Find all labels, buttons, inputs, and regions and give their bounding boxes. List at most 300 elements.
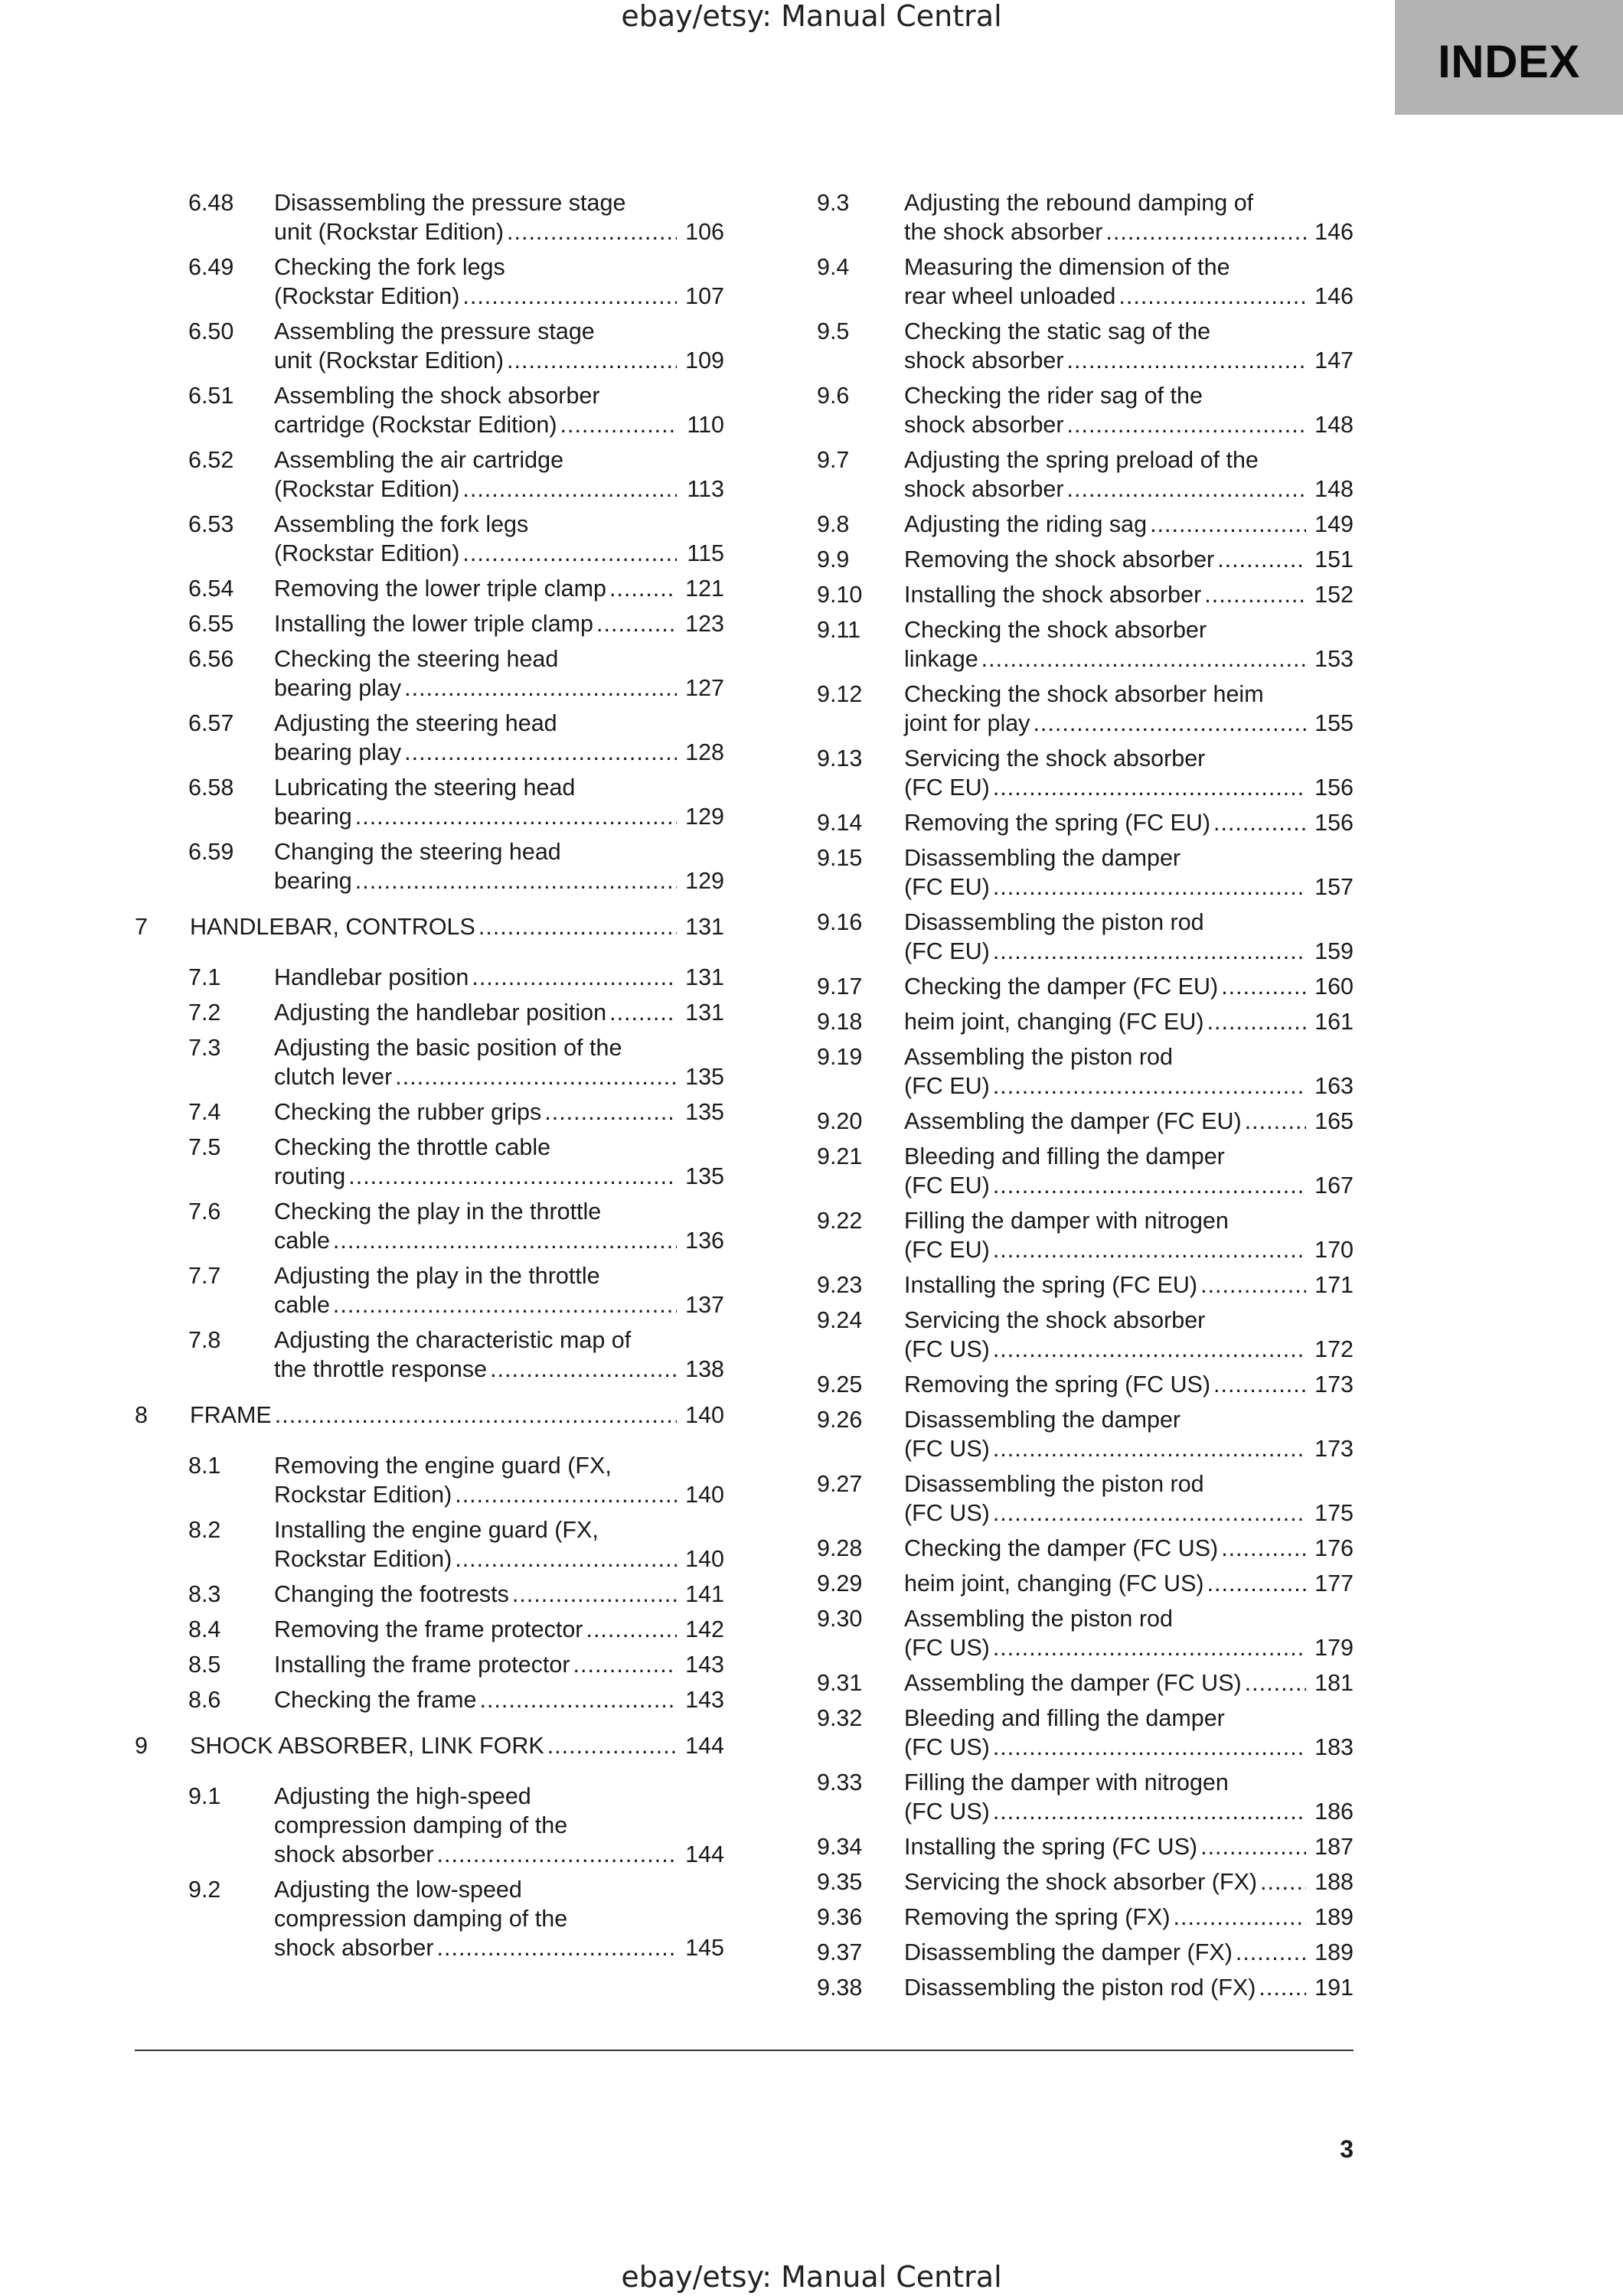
toc-entry-line — [904, 510, 1354, 539]
dot-leader — [1105, 217, 1306, 246]
dot-leader — [462, 539, 677, 568]
toc-entry-title — [904, 381, 1354, 439]
toc-entry-page: 160 — [1314, 974, 1354, 1000]
toc-entry — [817, 843, 1354, 902]
toc-entry-page: 129 — [685, 868, 724, 894]
toc-entry-text: Disassembling the piston rod — [904, 909, 1204, 935]
toc-entry-number: 9.26 — [817, 1407, 863, 1433]
toc-entry-text: Adjusting the spring preload of the — [904, 447, 1259, 473]
dot-leader — [1207, 1007, 1306, 1036]
toc-entry-text: (FC US) — [904, 1436, 990, 1462]
toc-entry — [135, 574, 724, 603]
toc-entry — [817, 1604, 1354, 1662]
toc-entry-line — [904, 744, 1354, 773]
toc-chapter — [135, 1731, 724, 1760]
toc-entry — [817, 1768, 1354, 1826]
toc-entry-text: bearing play — [274, 739, 402, 765]
toc-entry-number: 6.51 — [188, 383, 234, 409]
toc-entry-text: Assembling the damper (FC EU) — [904, 1108, 1242, 1134]
toc-entry-number: 9.10 — [817, 582, 863, 608]
toc-entry-text: Removing the engine guard (FX, — [274, 1453, 612, 1479]
dot-leader — [993, 872, 1306, 902]
toc-entry-line — [274, 217, 724, 246]
dot-leader — [1067, 410, 1306, 439]
toc-entry-line — [274, 410, 724, 439]
toc-entry-line — [904, 1903, 1354, 1932]
dot-leader — [993, 1335, 1306, 1364]
toc-entry-page: 145 — [685, 1935, 724, 1961]
toc-entry-line — [274, 673, 724, 703]
toc-entry-number: 8.6 — [188, 1687, 221, 1713]
toc-entry-page: 179 — [1314, 1635, 1354, 1661]
toc-entry-number: 6.48 — [188, 190, 234, 216]
toc-entry-title — [904, 744, 1354, 802]
toc-entry — [135, 1580, 724, 1609]
toc-entry-text: FRAME — [190, 1402, 272, 1428]
toc-entry-line — [274, 1097, 724, 1127]
toc-entry-text: shock absorber — [274, 1935, 434, 1961]
toc-entry-text: Installing the spring (FC EU) — [904, 1272, 1198, 1298]
index-tab-label: INDEX — [1438, 36, 1580, 87]
toc-entry-number: 9.4 — [817, 254, 850, 280]
toc-entry-text: (FC US) — [904, 1799, 990, 1825]
toc-entry — [817, 1832, 1354, 1861]
toc-entry-number: 9.9 — [817, 546, 850, 572]
toc-entry-page: 175 — [1314, 1500, 1354, 1526]
toc-entry-line — [274, 574, 724, 603]
toc-entry-number: 9.21 — [817, 1143, 863, 1169]
toc-entry-text: (FC EU) — [904, 874, 990, 900]
toc-entry-text: Removing the spring (FC US) — [904, 1371, 1211, 1397]
toc-entry-line — [904, 1534, 1354, 1563]
toc-entry-line — [904, 1733, 1354, 1762]
dot-leader — [993, 937, 1306, 966]
toc-entry-line — [274, 1685, 724, 1714]
toc-entry-page: 121 — [685, 576, 724, 602]
toc-entry-text: unit (Rockstar Edition) — [274, 219, 505, 245]
toc-entry-line — [274, 802, 724, 831]
dot-leader — [1204, 580, 1306, 609]
toc-entry-text: bearing — [274, 868, 352, 894]
toc-entry-number: 9.31 — [817, 1670, 863, 1696]
toc-entry-line — [904, 1405, 1354, 1434]
toc-entry-number: 7.6 — [188, 1199, 221, 1225]
toc-entry-number: 9.6 — [817, 383, 850, 409]
toc-entry-text: Installing the lower triple clamp — [274, 611, 594, 637]
footer-divider — [135, 2050, 1354, 2051]
toc-entry — [817, 1903, 1354, 1932]
dot-leader — [462, 282, 677, 311]
dot-leader — [1200, 1832, 1306, 1861]
toc-entry-page: 107 — [685, 283, 724, 309]
toc-entry-number: 9.7 — [817, 447, 850, 473]
toc-entry — [817, 545, 1354, 574]
toc-entry-page: 173 — [1314, 1436, 1354, 1462]
toc-entry-text: Servicing the shock absorber — [904, 745, 1206, 771]
dot-leader — [609, 574, 677, 603]
dot-leader — [993, 1733, 1306, 1762]
toc-entry-text: the shock absorber — [904, 219, 1103, 245]
toc-entry-line — [274, 1580, 724, 1609]
toc-entry-line — [904, 580, 1354, 609]
dot-leader — [586, 1615, 677, 1644]
toc-entry-page: 167 — [1314, 1172, 1354, 1199]
toc-entry-number: 6.55 — [188, 611, 234, 637]
toc-entry-text: HANDLEBAR, CONTROLS — [190, 914, 475, 940]
toc-entry-text: bearing play — [274, 675, 402, 701]
toc-entry-text: Changing the footrests — [274, 1581, 509, 1607]
toc-entry-text: (FC EU) — [904, 1237, 990, 1263]
toc-entry-text: Bleeding and filling the damper — [904, 1143, 1225, 1169]
toc-entry-number: 9.12 — [817, 681, 863, 707]
toc-entry-text: Adjusting the basic position of the — [274, 1035, 622, 1061]
toc-entry-line — [274, 1480, 724, 1509]
toc-entry-line — [274, 1197, 724, 1226]
dot-leader — [437, 1840, 677, 1869]
toc-entry-line — [904, 545, 1354, 574]
dot-leader — [395, 1062, 677, 1091]
dot-leader — [1221, 1534, 1306, 1563]
toc-entry-line — [904, 1604, 1354, 1633]
toc-entry-page: 110 — [687, 412, 724, 438]
toc-entry-text: Lubricating the steering head — [274, 775, 576, 801]
toc-entry-number: 9.14 — [817, 810, 863, 836]
toc-entry-line — [904, 1107, 1354, 1136]
toc-entry-title — [274, 1615, 724, 1644]
toc-entry-number: 8.5 — [188, 1652, 221, 1678]
toc-entry-page: 143 — [685, 1687, 724, 1713]
toc-entry-line — [190, 1731, 724, 1760]
toc-entry-line — [904, 317, 1354, 346]
toc-entry-line — [274, 738, 724, 767]
toc-entry-number: 7.2 — [188, 1000, 221, 1026]
toc-entry-title — [904, 1405, 1354, 1463]
toc-entry-text: cable — [274, 1292, 330, 1318]
toc-entry-page: 188 — [1314, 1869, 1354, 1895]
toc-entry-text: cable — [274, 1228, 330, 1254]
toc-entry-text: Checking the throttle cable — [274, 1134, 551, 1160]
toc-entry-number: 8.1 — [188, 1453, 221, 1479]
toc-entry-text: Checking the steering head — [274, 646, 559, 672]
toc-entry-number: 9.18 — [817, 1009, 863, 1035]
toc-entry-text: linkage — [904, 646, 978, 672]
toc-entry-title — [190, 1401, 724, 1430]
dot-leader — [547, 1731, 677, 1760]
toc-entry-number: 9.15 — [817, 845, 863, 871]
toc-entry-page: 142 — [685, 1616, 724, 1642]
toc-entry-line — [904, 253, 1354, 282]
toc-entry-title — [190, 912, 724, 941]
toc-entry-title — [904, 1832, 1354, 1861]
toc-entry-page: 147 — [1314, 347, 1354, 373]
toc-entry-number: 9.3 — [817, 190, 850, 216]
toc-entry-page: 171 — [1314, 1272, 1354, 1298]
dot-leader — [275, 1401, 677, 1430]
toc-entry — [817, 744, 1354, 802]
toc-entry-number: 9.33 — [817, 1769, 863, 1795]
toc-entry-line — [274, 1326, 724, 1355]
toc-entry-line — [274, 1544, 724, 1574]
toc-entry-text: Assembling the piston rod — [904, 1044, 1173, 1070]
toc-entry-text: Filling the damper with nitrogen — [904, 1208, 1229, 1234]
toc-entry-line — [274, 445, 724, 475]
toc-entry-text: Removing the spring (FX) — [904, 1904, 1171, 1930]
toc-entry-title — [274, 1580, 724, 1609]
toc-entry-number: 9 — [135, 1733, 148, 1759]
dot-leader — [993, 1235, 1306, 1264]
toc-entry — [817, 445, 1354, 504]
toc-entry-title — [274, 1650, 724, 1679]
toc-entry-title — [904, 1142, 1354, 1200]
toc-entry — [135, 773, 724, 831]
toc-entry-text: Assembling the air cartridge — [274, 447, 564, 473]
toc-entry-number: 9.2 — [188, 1877, 221, 1903]
toc-entry-line — [904, 908, 1354, 937]
toc-entry-line — [904, 1469, 1354, 1499]
toc-entry-line — [904, 680, 1354, 709]
toc-entry — [817, 317, 1354, 375]
toc-entry-line — [274, 1226, 724, 1255]
toc-entry-page: 165 — [1314, 1108, 1354, 1134]
toc-entry-line — [274, 188, 724, 217]
toc-entry-page: 152 — [1314, 582, 1354, 608]
toc-entry-text: Checking the static sag of the — [904, 318, 1211, 344]
toc-entry-page: 187 — [1314, 1834, 1354, 1860]
toc-entry-line — [904, 1633, 1354, 1662]
toc-entry-line — [904, 1704, 1354, 1733]
dot-leader — [479, 1685, 677, 1714]
toc-entry-line — [274, 1355, 724, 1384]
toc-entry-title — [904, 680, 1354, 738]
toc-entry-number: 6.59 — [188, 839, 234, 865]
toc-entry-title — [274, 1685, 724, 1714]
toc-entry-line — [904, 410, 1354, 439]
toc-entry — [817, 808, 1354, 837]
toc-entry-text: (Rockstar Edition) — [274, 476, 460, 502]
toc-chapter — [135, 1401, 724, 1430]
toc-entry-page: 113 — [687, 476, 724, 502]
toc-entry-text: Adjusting the high-speed — [274, 1783, 531, 1809]
toc-entry-page: 191 — [1314, 1975, 1354, 2001]
toc-entry-page: 149 — [1314, 511, 1354, 537]
page-number: 3 — [1340, 2135, 1354, 2163]
toc-entry-text: shock absorber — [274, 1841, 434, 1867]
dot-leader — [993, 1071, 1306, 1101]
toc-entry-title — [274, 773, 724, 831]
toc-entry-text: Adjusting the riding sag — [904, 511, 1148, 537]
toc-entry-text: Disassembling the pressure stage — [274, 190, 626, 216]
toc-entry — [817, 1938, 1354, 1967]
dot-leader — [1217, 545, 1306, 574]
toc-entry-line — [904, 1569, 1354, 1598]
toc-entry-text: (FC EU) — [904, 938, 990, 964]
toc-entry-text: Installing the frame protector — [274, 1652, 570, 1678]
toc-entry-title — [904, 1604, 1354, 1662]
toc-entry-page: 135 — [685, 1064, 724, 1090]
toc-entry — [135, 998, 724, 1027]
toc-entry-line — [904, 1142, 1354, 1171]
dot-leader — [1150, 510, 1306, 539]
toc-entry-text: Disassembling the piston rod (FX) — [904, 1975, 1256, 2001]
toc-column-left — [135, 188, 724, 1968]
toc-entry-line — [274, 381, 724, 410]
toc-entry-title — [904, 1007, 1354, 1036]
toc-entry-page: 127 — [685, 675, 724, 701]
toc-entry-title — [274, 445, 724, 504]
toc-entry — [135, 1515, 724, 1574]
toc-entry-text: Adjusting the characteristic map of — [274, 1327, 632, 1353]
toc-entry — [817, 908, 1354, 966]
toc-entry-page: 172 — [1314, 1336, 1354, 1362]
toc-entry-number: 9.32 — [817, 1705, 863, 1731]
toc-entry — [817, 381, 1354, 439]
toc-entry-title — [274, 253, 724, 311]
toc-entry-number: 9.22 — [817, 1208, 863, 1234]
dot-leader — [573, 1650, 677, 1679]
dot-leader — [993, 1434, 1306, 1463]
toc-entry-page: 131 — [685, 914, 724, 940]
toc-entry-number: 9.27 — [817, 1471, 863, 1497]
toc-entry-line — [274, 1933, 724, 1962]
toc-entry-number: 8.2 — [188, 1517, 221, 1543]
toc-entry-page: 135 — [685, 1099, 724, 1125]
toc-entry-line — [904, 1007, 1354, 1036]
toc-entry-page: 137 — [685, 1292, 724, 1318]
toc-entry-number: 9.19 — [817, 1044, 863, 1070]
toc-entry-text: Adjusting the play in the throttle — [274, 1263, 600, 1289]
toc-entry-number: 8.4 — [188, 1616, 221, 1642]
toc-entry-line — [274, 1615, 724, 1644]
toc-entry-text: bearing — [274, 804, 352, 830]
dot-leader — [1174, 1903, 1307, 1932]
toc-entry-title — [274, 837, 724, 895]
toc-entry-page: 148 — [1314, 476, 1354, 502]
toc-entry-title — [904, 808, 1354, 837]
toc-entry-number: 9.16 — [817, 909, 863, 935]
toc-entry-page: 183 — [1314, 1734, 1354, 1760]
toc-entry-line — [904, 188, 1354, 217]
toc-entry-title — [274, 1782, 724, 1869]
toc-entry — [817, 615, 1354, 673]
toc-entry-title — [274, 574, 724, 603]
toc-entry-title — [274, 1261, 724, 1319]
toc-entry-number: 6.50 — [188, 318, 234, 344]
dot-leader — [993, 1171, 1306, 1200]
toc-entry-line — [274, 253, 724, 282]
toc-entry — [135, 445, 724, 504]
toc-entry-line — [904, 475, 1354, 504]
toc-entry-title — [904, 1270, 1354, 1300]
toc-entry-title — [904, 1107, 1354, 1136]
toc-entry-line — [904, 1235, 1354, 1264]
dot-leader — [1213, 808, 1306, 837]
toc-entry-number: 7.5 — [188, 1134, 221, 1160]
toc-entry — [817, 1405, 1354, 1463]
toc-entry-text: Assembling the shock absorber — [274, 383, 600, 409]
toc-entry-line — [904, 773, 1354, 802]
toc-entry-title — [274, 1097, 724, 1127]
toc-entry-text: Checking the rider sag of the — [904, 383, 1203, 409]
toc-entry-line — [274, 1904, 724, 1933]
toc-entry-text: Removing the shock absorber — [904, 546, 1215, 572]
toc-entry-page: 153 — [1314, 646, 1354, 672]
toc-entry-title — [904, 253, 1354, 311]
toc-entry-number: 7.3 — [188, 1035, 221, 1061]
toc-entry-text: (Rockstar Edition) — [274, 283, 460, 309]
toc-entry — [135, 963, 724, 992]
toc-entry-text: Checking the play in the throttle — [274, 1199, 602, 1225]
toc-entry-line — [274, 1451, 724, 1480]
toc-entry-line — [904, 937, 1354, 966]
toc-entry-text: Servicing the shock absorber (FX) — [904, 1869, 1258, 1895]
dot-leader — [1118, 282, 1306, 311]
toc-entry-line — [904, 1867, 1354, 1896]
toc-entry-title — [904, 843, 1354, 902]
toc-entry-title — [904, 1668, 1354, 1698]
toc-entry-line — [904, 1797, 1354, 1826]
toc-entry-line — [274, 317, 724, 346]
toc-entry — [135, 1326, 724, 1384]
toc-entry-number: 6.56 — [188, 646, 234, 672]
toc-entry-line — [904, 381, 1354, 410]
toc-entry-page: 140 — [685, 1482, 724, 1508]
dot-leader — [512, 1580, 677, 1609]
toc-entry — [135, 1197, 724, 1255]
toc-entry-title — [274, 963, 724, 992]
dot-leader — [1213, 1370, 1306, 1399]
dot-leader — [348, 1162, 677, 1191]
toc-entry-title — [274, 709, 724, 767]
toc-entry-text: (FC US) — [904, 1500, 990, 1526]
toc-entry-text: shock absorber — [904, 412, 1064, 438]
toc-entry-line — [274, 510, 724, 539]
toc-entry-line — [274, 1811, 724, 1840]
toc-entry-title — [274, 1133, 724, 1191]
dot-leader — [404, 738, 677, 767]
toc-entry-title — [274, 644, 724, 703]
toc-entry-line — [904, 1832, 1354, 1861]
dot-leader — [455, 1544, 677, 1574]
toc-entry-text: Adjusting the rebound damping of — [904, 190, 1254, 216]
toc-entry-text: heim joint, changing (FC EU) — [904, 1009, 1204, 1035]
dot-leader — [1236, 1938, 1306, 1967]
toc-entry-line — [904, 1668, 1354, 1698]
toc-entry-text: Installing the spring (FC US) — [904, 1834, 1198, 1860]
toc-entry-line — [190, 1401, 724, 1430]
toc-entry-line — [274, 1062, 724, 1091]
dot-leader — [993, 1797, 1306, 1826]
toc-entry-line — [274, 1650, 724, 1679]
toc-entry — [135, 317, 724, 375]
toc-entry-line — [904, 843, 1354, 872]
toc-entry-page: 140 — [685, 1546, 724, 1572]
toc-entry — [135, 1261, 724, 1319]
toc-entry — [135, 510, 724, 568]
toc-entry-text: (FC US) — [904, 1635, 990, 1661]
toc-entry-text: Adjusting the steering head — [274, 710, 557, 736]
toc-entry-number: 9.35 — [817, 1869, 863, 1895]
toc-entry-line — [904, 872, 1354, 902]
toc-entry-title — [274, 1033, 724, 1091]
toc-entry — [135, 1097, 724, 1127]
toc-entry — [817, 1007, 1354, 1036]
toc-entry-page: 148 — [1314, 412, 1354, 438]
dot-leader — [560, 410, 677, 439]
dot-leader — [981, 644, 1306, 673]
toc-entry-line — [904, 1042, 1354, 1071]
toc-entry-text: routing — [274, 1163, 346, 1189]
toc-entry-line — [274, 539, 724, 568]
